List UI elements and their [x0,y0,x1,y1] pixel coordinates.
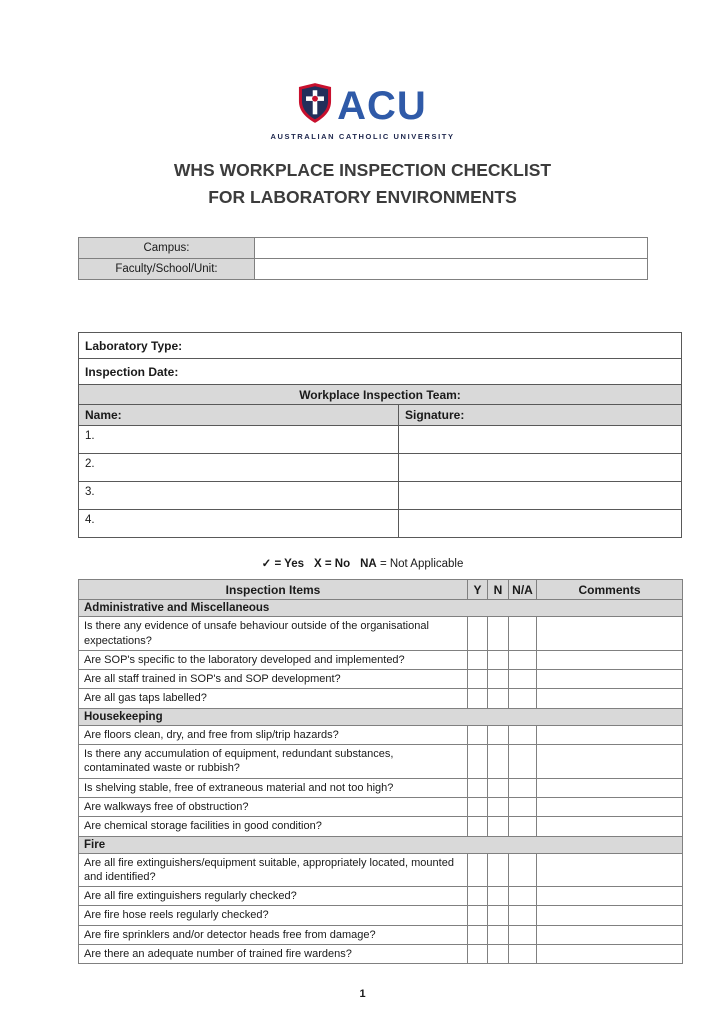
checklist-row [79,745,683,779]
workplace-inspection-team-header: Workplace Inspection Team: [79,385,682,405]
comment-cell[interactable] [537,689,683,708]
na-cell[interactable] [509,650,537,669]
laboratory-type-label[interactable]: Laboratory Type: [79,333,682,359]
laboratory-type-row [79,333,682,359]
checklist-row [79,725,683,744]
checklist-row [79,689,683,708]
na-cell[interactable] [509,617,537,651]
no-cell[interactable] [488,887,509,906]
signature-field-1[interactable] [399,426,682,454]
faculty-value-field[interactable] [255,259,648,280]
team-member-row [79,510,682,538]
checklist-row [79,817,683,836]
column-header-comments: Comments [537,580,683,600]
section-header-fire [79,836,683,853]
section-header-housekeeping [79,708,683,725]
column-header-na: N/A [509,580,537,600]
signature-field-4[interactable] [399,510,682,538]
na-cell[interactable] [509,670,537,689]
checklist-row [79,650,683,669]
yes-cell[interactable] [468,725,488,744]
inspection-date-label[interactable]: Inspection Date: [79,359,682,385]
inspection-item-text: Are there an adequate number of trained fire wardens? [79,945,468,964]
no-cell[interactable] [488,817,509,836]
comment-cell[interactable] [537,887,683,906]
page-title-line2: FOR LABORATORY ENVIRONMENTS [208,187,517,208]
yes-cell[interactable] [468,617,488,651]
acu-logo-text: ACU [337,83,427,128]
checklist-row [79,617,683,651]
inspection-checklist-table [78,579,683,964]
na-cell[interactable] [509,778,537,797]
page-number: 1 [359,988,366,1001]
acu-logo [0,0,725,141]
no-cell[interactable] [488,797,509,816]
name-field-1[interactable] [79,426,399,454]
section-header-administrative [79,600,683,617]
checklist-header-row [79,580,683,600]
no-cell[interactable] [488,853,509,887]
campus-table [78,237,648,280]
comment-cell[interactable] [537,853,683,887]
na-cell[interactable] [509,725,537,744]
na-cell[interactable] [509,925,537,944]
na-cell[interactable] [509,887,537,906]
checklist-row [79,906,683,925]
column-header-inspection-items: Inspection Items [79,580,468,600]
comment-cell[interactable] [537,817,683,836]
section-title: Administrative and Miscellaneous [79,600,683,617]
team-member-row [79,482,682,510]
signature-column-header: Signature: [399,405,682,426]
signature-field-2[interactable] [399,454,682,482]
inspection-item-text: Is shelving stable, free of extraneous material and not too high? [79,778,468,797]
inspection-item-text: Are all fire extinguishers/equipment suitable, appropriately located, mounted and identified? [79,853,468,887]
yes-cell[interactable] [468,906,488,925]
inspection-item-text: Are walkways free of obstruction? [79,797,468,816]
yes-cell[interactable] [468,745,488,779]
no-cell[interactable] [488,745,509,779]
inspection-date-row [79,359,682,385]
no-cell[interactable] [488,650,509,669]
legend-yes: ✓ = Yes [261,558,304,571]
no-cell[interactable] [488,689,509,708]
checklist-row [79,797,683,816]
name-column-header: Name: [79,405,399,426]
name-field-4[interactable] [79,510,399,538]
name-field-3[interactable] [79,482,399,510]
comment-cell[interactable] [537,945,683,964]
inspection-item-text: Are all fire extinguishers regularly checked? [79,887,468,906]
legend-no: X = No [314,558,351,571]
answer-legend [0,556,725,570]
comment-cell[interactable] [537,797,683,816]
section-title: Fire [79,836,683,853]
yes-cell[interactable] [468,689,488,708]
campus-label: Campus: [79,238,255,259]
checklist-row [79,945,683,964]
faculty-label: Faculty/School/Unit: [79,259,255,280]
inspection-item-text: Are SOP's specific to the laboratory developed and implemented? [79,650,468,669]
comment-cell[interactable] [537,725,683,744]
inspection-item-text: Is there any evidence of unsafe behaviour outside of the organisational expectations? [79,617,468,651]
row-number: 2. [85,458,95,471]
team-member-row [79,426,682,454]
name-signature-header-row [79,405,682,426]
legend-na-text: = Not Applicable [379,558,464,571]
na-cell[interactable] [509,906,537,925]
checklist-row [79,887,683,906]
na-cell[interactable] [509,817,537,836]
checklist-row [79,853,683,887]
no-cell[interactable] [488,945,509,964]
signature-field-3[interactable] [399,482,682,510]
yes-cell[interactable] [468,670,488,689]
no-cell[interactable] [488,725,509,744]
faculty-row [79,259,648,280]
inspection-item-text: Is there any accumulation of equipment, redundant substances, contaminated waste or rubbish? [79,745,468,779]
team-header-row [79,385,682,405]
na-cell[interactable] [509,853,537,887]
comment-cell[interactable] [537,650,683,669]
yes-cell[interactable] [468,925,488,944]
yes-cell[interactable] [468,778,488,797]
inspection-item-text: Are fire hose reels regularly checked? [79,906,468,925]
team-member-row [79,454,682,482]
row-number: 3. [85,486,95,499]
yes-cell[interactable] [468,817,488,836]
comment-cell[interactable] [537,745,683,779]
acu-logo-subtitle: AUSTRALIAN CATHOLIC UNIVERSITY [270,132,455,141]
row-number: 1. [85,430,95,443]
yes-cell[interactable] [468,887,488,906]
inspection-item-text: Are fire sprinklers and/or detector heads free from damage? [79,925,468,944]
na-cell[interactable] [509,745,537,779]
legend-na-key: NA [360,558,377,571]
inspection-item-text: Are all gas taps labelled? [79,689,468,708]
yes-cell[interactable] [468,650,488,669]
campus-value-field[interactable] [255,238,648,259]
comment-cell[interactable] [537,906,683,925]
campus-row [79,238,648,259]
na-cell[interactable] [509,689,537,708]
no-cell[interactable] [488,778,509,797]
comment-cell[interactable] [537,670,683,689]
na-cell[interactable] [509,945,537,964]
comment-cell[interactable] [537,778,683,797]
acu-shield-icon [298,82,332,129]
na-cell[interactable] [509,797,537,816]
yes-cell[interactable] [468,853,488,887]
no-cell[interactable] [488,925,509,944]
no-cell[interactable] [488,670,509,689]
inspection-item-text: Are floors clean, dry, and free from slip/trip hazards? [79,725,468,744]
inspection-team-table [78,332,682,538]
name-field-2[interactable] [79,454,399,482]
comment-cell[interactable] [537,617,683,651]
yes-cell[interactable] [468,945,488,964]
inspection-item-text: Are all staff trained in SOP's and SOP development? [79,670,468,689]
yes-cell[interactable] [468,797,488,816]
checklist-row [79,670,683,689]
column-header-n: N [488,580,509,600]
row-number: 4. [85,514,95,527]
page-title [0,157,725,211]
checklist-row [79,778,683,797]
column-header-y: Y [468,580,488,600]
no-cell[interactable] [488,617,509,651]
checklist-row [79,925,683,944]
inspection-item-text: Are chemical storage facilities in good condition? [79,817,468,836]
section-title: Housekeeping [79,708,683,725]
page-title-line1: WHS WORKPLACE INSPECTION CHECKLIST [173,160,552,180]
no-cell[interactable] [488,906,509,925]
comment-cell[interactable] [537,925,683,944]
